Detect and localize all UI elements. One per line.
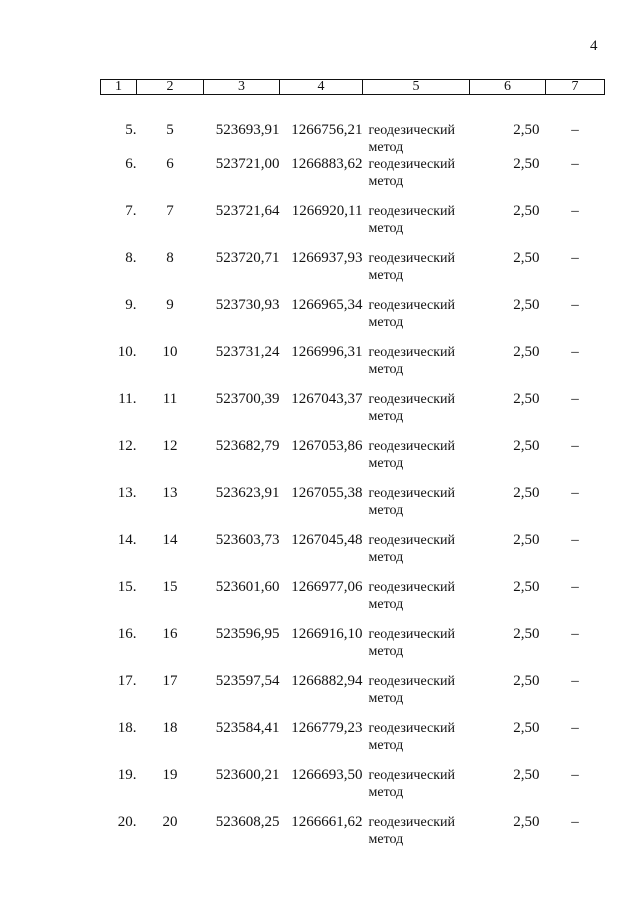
table-row — [101, 673, 605, 720]
method-line-1: геодезический — [368, 439, 456, 454]
row-number-cell — [101, 391, 137, 438]
row-number-cell — [101, 156, 137, 203]
table-row — [101, 156, 605, 203]
row-number-cell — [101, 814, 137, 861]
method-line-1: геодезический — [368, 533, 456, 548]
method-line-2: метод — [368, 268, 404, 283]
accuracy: 2,50 — [513, 344, 540, 360]
point-number: 6 — [166, 156, 174, 172]
row-number-cell — [101, 438, 137, 485]
row-number-cell — [101, 532, 137, 579]
accuracy: 2,50 — [513, 626, 540, 642]
method-line-2: метод — [368, 691, 404, 706]
method-line-2: метод — [368, 456, 404, 471]
header-col-5: 5 — [363, 80, 470, 95]
method-line-2: метод — [368, 503, 404, 518]
note-dash: – — [571, 391, 579, 407]
note-dash: – — [571, 297, 579, 313]
method-line-1: геодезический — [368, 251, 456, 266]
accuracy: 2,50 — [513, 297, 540, 313]
accuracy: 2,50 — [513, 122, 540, 138]
method-cell — [363, 814, 470, 861]
accuracy: 2,50 — [513, 485, 540, 501]
point-number: 8 — [166, 250, 174, 266]
coordinate-y: 1266996,31 — [291, 344, 363, 360]
table-header — [101, 80, 605, 95]
table-row — [101, 250, 605, 297]
note-dash: – — [571, 156, 579, 172]
method-line-2: метод — [368, 409, 404, 424]
method-line-2: метод — [368, 315, 404, 330]
coordinate-y: 1266882,94 — [291, 673, 363, 689]
page-number: 4 — [590, 38, 598, 54]
row-number: 5. — [125, 122, 137, 138]
table-row — [101, 344, 605, 391]
accuracy: 2,50 — [513, 814, 540, 830]
row-number: 12. — [117, 438, 137, 454]
point-number: 11 — [162, 391, 178, 407]
coordinate-y: 1266916,10 — [291, 626, 363, 642]
method-cell — [363, 95, 470, 157]
point-number: 16 — [162, 626, 178, 642]
row-number-cell — [101, 95, 137, 157]
row-number: 10. — [117, 344, 137, 360]
note-dash: – — [571, 485, 579, 501]
method-line-2: метод — [368, 140, 404, 155]
point-number: 7 — [166, 203, 174, 219]
method-cell — [363, 673, 470, 720]
method-line-1: геодезический — [368, 815, 456, 830]
method-cell — [363, 438, 470, 485]
row-number: 11. — [118, 391, 137, 407]
coordinate-x: 523623,91 — [215, 485, 280, 501]
table-row — [101, 579, 605, 626]
table-row — [101, 720, 605, 767]
method-line-1: геодезический — [368, 486, 456, 501]
point-number: 12 — [162, 438, 178, 454]
coordinate-x: 523600,21 — [215, 767, 280, 783]
method-line-2: метод — [368, 738, 404, 753]
method-cell — [363, 579, 470, 626]
method-line-1: геодезический — [368, 627, 456, 642]
row-number: 8. — [125, 250, 137, 266]
method-line-1: геодезический — [368, 674, 456, 689]
method-cell — [363, 156, 470, 203]
method-line-2: метод — [368, 597, 404, 612]
point-number: 10 — [162, 344, 178, 360]
note-dash: – — [571, 814, 579, 830]
row-number: 19. — [117, 767, 137, 783]
coordinate-x: 523597,54 — [215, 673, 280, 689]
row-number: 6. — [125, 156, 137, 172]
row-number: 14. — [117, 532, 137, 548]
note-dash: – — [571, 250, 579, 266]
table-row — [101, 297, 605, 344]
method-line-1: геодезический — [368, 392, 456, 407]
method-line-1: геодезический — [368, 123, 456, 138]
table-row — [101, 532, 605, 579]
row-number-cell — [101, 485, 137, 532]
row-number-cell — [101, 203, 137, 250]
accuracy: 2,50 — [513, 673, 540, 689]
point-number: 5 — [166, 122, 174, 138]
coordinate-y: 1266965,34 — [291, 297, 363, 313]
method-line-1: геодезический — [368, 345, 456, 360]
method-cell — [363, 203, 470, 250]
coordinate-x: 523720,71 — [215, 250, 280, 266]
accuracy: 2,50 — [513, 438, 540, 454]
method-line-2: метод — [368, 362, 404, 377]
coordinate-x: 523584,41 — [215, 720, 280, 736]
coordinate-x: 523603,73 — [215, 532, 280, 548]
table-row — [101, 626, 605, 673]
note-dash: – — [571, 532, 579, 548]
method-cell — [363, 485, 470, 532]
header-col-3: 3 — [204, 80, 280, 95]
method-line-2: метод — [368, 174, 404, 189]
note-dash: – — [571, 344, 579, 360]
coordinate-y: 1267045,48 — [291, 532, 363, 548]
point-number: 14 — [162, 532, 178, 548]
method-cell — [363, 626, 470, 673]
coordinate-y: 1266693,50 — [291, 767, 363, 783]
coordinate-y: 1266883,62 — [291, 156, 363, 172]
note-dash: – — [571, 673, 579, 689]
method-cell — [363, 344, 470, 391]
coordinate-x: 523700,39 — [215, 391, 280, 407]
row-number: 18. — [117, 720, 137, 736]
table-row — [101, 95, 605, 157]
method-cell — [363, 250, 470, 297]
coordinate-x: 523731,24 — [215, 344, 280, 360]
row-number-cell — [101, 673, 137, 720]
note-dash: – — [571, 122, 579, 138]
row-number-cell — [101, 297, 137, 344]
coordinate-y: 1266920,11 — [291, 203, 363, 219]
row-number-cell — [101, 720, 137, 767]
row-number: 15. — [117, 579, 137, 595]
method-cell — [363, 720, 470, 767]
coordinate-x: 523693,91 — [215, 122, 280, 138]
method-line-2: метод — [368, 550, 404, 565]
note-dash: – — [571, 767, 579, 783]
header-col-1: 1 — [101, 80, 137, 95]
coordinate-y: 1266779,23 — [291, 720, 363, 736]
row-number-cell — [101, 250, 137, 297]
header-col-2: 2 — [137, 80, 204, 95]
coordinate-x: 523721,00 — [215, 156, 280, 172]
accuracy: 2,50 — [513, 203, 540, 219]
point-number: 18 — [162, 720, 178, 736]
method-line-2: метод — [368, 644, 404, 659]
note-dash: – — [571, 438, 579, 454]
accuracy: 2,50 — [513, 720, 540, 736]
coordinate-y: 1266756,21 — [291, 122, 363, 138]
header-col-6: 6 — [470, 80, 546, 95]
row-number: 13. — [117, 485, 137, 501]
method-cell — [363, 532, 470, 579]
method-line-1: геодезический — [368, 157, 456, 172]
coordinate-y: 1266661,62 — [291, 814, 363, 830]
coordinate-y: 1266977,06 — [291, 579, 363, 595]
coordinates-table — [100, 79, 605, 861]
coordinate-y: 1267053,86 — [291, 438, 363, 454]
coordinate-x: 523596,95 — [215, 626, 280, 642]
accuracy: 2,50 — [513, 532, 540, 548]
method-line-1: геодезический — [368, 580, 456, 595]
accuracy: 2,50 — [513, 156, 540, 172]
row-number: 7. — [125, 203, 137, 219]
coordinate-x: 523730,93 — [215, 297, 280, 313]
point-number: 20 — [162, 814, 178, 830]
table-row — [101, 438, 605, 485]
accuracy: 2,50 — [513, 391, 540, 407]
header-col-7: 7 — [546, 80, 605, 95]
table-row — [101, 203, 605, 250]
coordinate-x: 523601,60 — [215, 579, 280, 595]
method-line-2: метод — [368, 785, 404, 800]
row-number-cell — [101, 626, 137, 673]
row-number: 17. — [117, 673, 137, 689]
point-number: 19 — [162, 767, 178, 783]
accuracy: 2,50 — [513, 767, 540, 783]
method-line-2: метод — [368, 221, 404, 236]
coordinate-y: 1267043,37 — [291, 391, 363, 407]
note-dash: – — [571, 720, 579, 736]
method-line-1: геодезический — [368, 721, 456, 736]
note-dash: – — [571, 579, 579, 595]
table-row — [101, 767, 605, 814]
accuracy: 2,50 — [513, 250, 540, 266]
table-row — [101, 485, 605, 532]
row-number: 20. — [117, 814, 137, 830]
table-body — [101, 95, 605, 862]
table-row — [101, 391, 605, 438]
method-cell — [363, 767, 470, 814]
table-row — [101, 814, 605, 861]
method-line-1: геодезический — [368, 204, 456, 219]
coordinate-x: 523721,64 — [215, 203, 280, 219]
note-dash: – — [571, 203, 579, 219]
header-col-4: 4 — [280, 80, 363, 95]
coordinate-x: 523682,79 — [215, 438, 280, 454]
note-dash: – — [571, 626, 579, 642]
accuracy: 2,50 — [513, 579, 540, 595]
method-cell — [363, 297, 470, 344]
row-number: 9. — [125, 297, 137, 313]
row-number: 16. — [117, 626, 137, 642]
row-number-cell — [101, 579, 137, 626]
coordinate-y: 1266937,93 — [291, 250, 363, 266]
method-line-1: геодезический — [368, 768, 456, 783]
row-number-cell — [101, 767, 137, 814]
method-line-1: геодезический — [368, 298, 456, 313]
method-cell — [363, 391, 470, 438]
point-number: 17 — [162, 673, 178, 689]
point-number: 9 — [166, 297, 174, 313]
coordinate-y: 1267055,38 — [291, 485, 363, 501]
point-number: 15 — [162, 579, 178, 595]
point-number: 13 — [162, 485, 178, 501]
row-number-cell — [101, 344, 137, 391]
method-line-2: метод — [368, 832, 404, 847]
coordinate-x: 523608,25 — [215, 814, 280, 830]
